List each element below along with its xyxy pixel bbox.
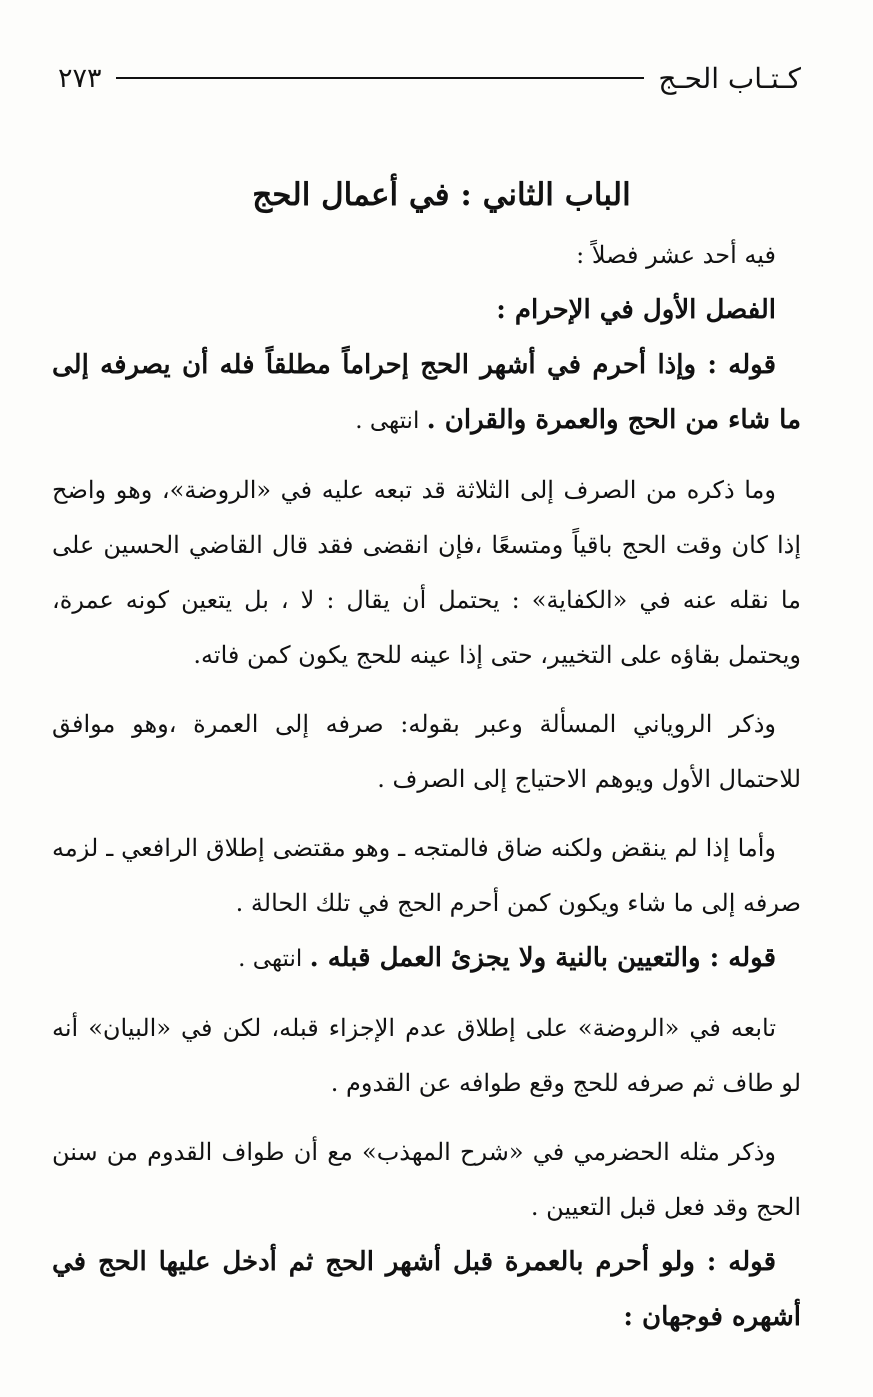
quote-tail: انتهى . (238, 946, 310, 972)
body-paragraph: وأما إذا لم ينقض ولكنه ضاق فالمتجه ـ وهو مقتضى إطلاق الرافعي ـ لزمه صرفه إلى ما شاء ويكون كمن أحرم الحج في تلك الحالة . (52, 834, 801, 917)
body-paragraph: وذكر الروياني المسألة وعبر بقوله: صرفه إلى العمرة ،وهو موافق للاحتمال الأول ويوهم الاحتياج إلى الصرف . (52, 710, 801, 793)
quote-paragraph (52, 931, 801, 987)
quote-paragraph (52, 1235, 801, 1346)
body-paragraph: وذكر مثله الحضرمي في «شرح المهذب» مع أن طواف القدوم من سنن الحج وقد فعل قبل التعيين . (52, 1138, 801, 1221)
quote-tail: انتهى . (355, 408, 427, 434)
quote-paragraph (52, 338, 801, 449)
header-rule (116, 77, 645, 79)
quote-text: قوله : والتعيين بالنية ولا يجزئ العمل قبله . (309, 943, 776, 973)
page-header (58, 58, 801, 98)
body-paragraph: تابعه في «الروضة» على إطلاق عدم الإجزاء قبله، لكن في «البيان» أنه لو طاف ثم صرفه للحج وقع طوافه عن القدوم . (52, 1014, 801, 1097)
intro-paragraph: فيه أحد عشر فصلاً : (576, 241, 776, 269)
quote-text: قوله : ولو أحرم بالعمرة قبل أشهر الحج ثم أدخل عليها الحج في أشهره فوجهان : (52, 1247, 801, 1332)
page-number: ٢٧٣ (58, 62, 102, 94)
running-title: كـتـاب الحـج (658, 61, 801, 95)
section-title: الفصل الأول في الإحرام : (496, 295, 776, 325)
chapter-title: الباب الثاني : في أعمال الحج (252, 177, 631, 213)
page-body (52, 172, 801, 1346)
body-paragraph: وما ذكره من الصرف إلى الثلاثة قد تبعه عليه في «الروضة»، وهو واضح إذا كان وقت الحج باقياً ومتسعًا ،فإن انقضى فقد قال القاضي الحسين على ما نقله عنه في «الكفاية» : يحتمل أن يقال : لا ، بل يتعين كونه عمرة، ويحتمل بقاؤه على التخيير، حتى إذا عينه للحج يكون كمن فاته. (52, 476, 802, 669)
quote-text: قوله : وإذا أحرم في أشهر الحج إحراماً مطلقاً فله أن يصرفه إلى ما شاء من الحج والعمرة والقران . (52, 350, 801, 435)
